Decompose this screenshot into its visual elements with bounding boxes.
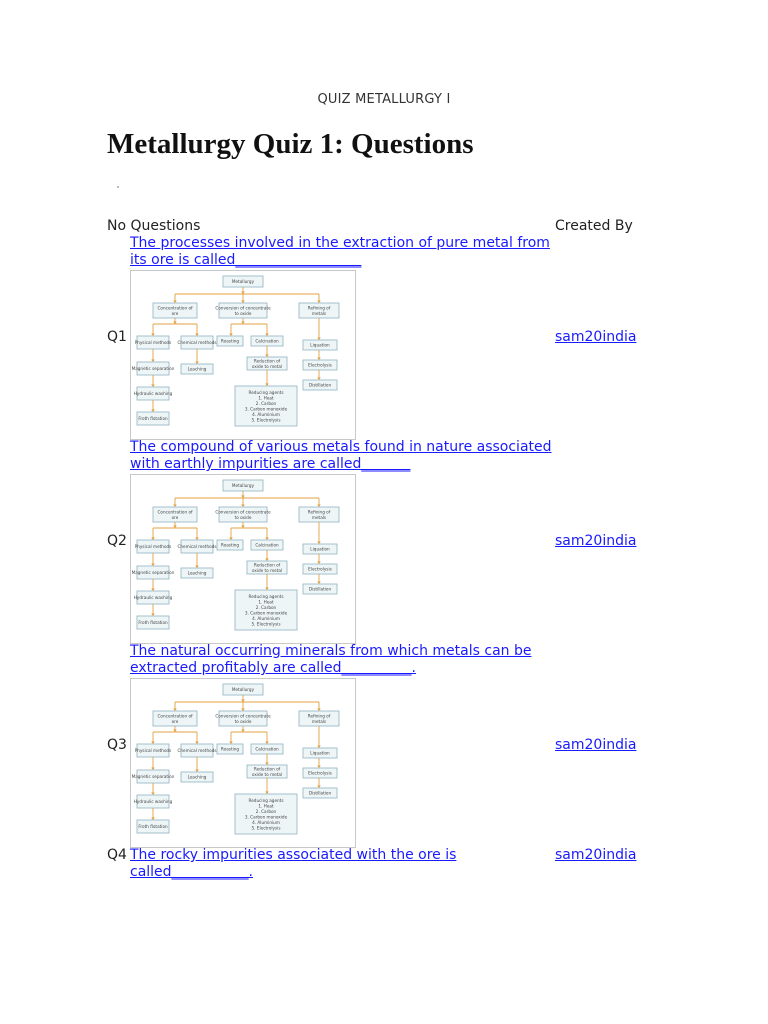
flowchart-label: Liquation — [310, 546, 330, 552]
flowchart-label: Leaching — [187, 774, 207, 780]
question-text-line: The rocky impurities associated with the ore is — [130, 847, 457, 863]
flowchart-node — [217, 336, 243, 346]
flowchart-label: oxide to metal — [251, 567, 283, 573]
flowchart-label: Froth flotation — [138, 620, 168, 626]
flowchart-node — [177, 744, 216, 757]
flowchart-node — [134, 387, 173, 400]
flowchart-root — [223, 480, 263, 491]
flowchart-label: Electrolysis — [308, 770, 332, 776]
flowchart-branch-conversion — [215, 507, 271, 522]
flowchart-label: Reduction of — [253, 562, 281, 568]
flowchart-image-q3 — [130, 678, 356, 848]
question-number-q3: Q3 — [107, 737, 127, 753]
author-link-q1[interactable]: sam20india — [555, 329, 637, 345]
flowchart-label: Refining of — [307, 305, 331, 311]
flowchart-node — [303, 788, 337, 798]
column-header-questions: No Questions — [107, 218, 201, 234]
flowchart-label: 1. Heat — [258, 803, 274, 809]
question-number-q4: Q4 — [107, 847, 127, 863]
flowchart-node — [134, 795, 173, 808]
flowchart-label: Liquation — [310, 342, 330, 348]
flowchart-node — [137, 820, 169, 833]
flowchart-label: Distillation — [308, 586, 332, 592]
flowchart-node — [251, 744, 283, 754]
flowchart-label: Magnetic separation — [131, 570, 175, 576]
flowchart-branch-refining — [299, 711, 339, 726]
flowchart-label: 5. Electrolysis — [251, 825, 281, 831]
flowchart-label: Electrolysis — [308, 566, 332, 572]
flowchart-node — [251, 336, 283, 346]
flowchart-label: Electrolysis — [308, 362, 332, 368]
question-text-line: The compound of various metals found in nature associated — [130, 439, 552, 455]
flowchart-node — [247, 357, 287, 370]
flowchart-label: Concentration of — [157, 509, 193, 515]
flowchart-label: Reducing agents — [248, 797, 284, 803]
document-header: QUIZ METALLURGY I — [317, 92, 451, 107]
question-link-q2[interactable] — [130, 439, 556, 473]
flowchart-branch-refining — [299, 303, 339, 318]
flowchart-label: Hydraulic washing — [133, 799, 173, 805]
flowchart-label: Metallurgy — [231, 483, 255, 489]
flowchart-label: Physical methods — [134, 340, 172, 346]
flowchart-node — [134, 591, 173, 604]
flowchart-label: Calcination — [255, 746, 279, 752]
flowchart-node — [135, 540, 172, 553]
flowchart-node — [137, 616, 169, 629]
flowchart-label: Physical methods — [134, 748, 172, 754]
flowchart-image-q1 — [130, 270, 356, 440]
author-link-q3[interactable]: sam20india — [555, 737, 637, 753]
question-number-q2: Q2 — [107, 533, 127, 549]
flowchart-node — [181, 568, 213, 578]
question-text-line: The processes involved in the extraction of pure metal from — [130, 235, 550, 251]
flowchart-node — [177, 336, 216, 349]
question-text-line: extracted profitably are called__________. — [130, 660, 417, 676]
flowchart-label: Reduction of — [253, 766, 281, 772]
flowchart-label: Roasting — [220, 746, 240, 752]
flowchart-label: Calcination — [255, 338, 279, 344]
flowchart-branch-concentration — [153, 303, 197, 318]
question-link-q1[interactable] — [130, 235, 556, 269]
flowchart-label: 2. Carbon — [255, 808, 277, 814]
flowchart-label: Reduction of — [253, 358, 281, 364]
flowchart-label: Calcination — [255, 542, 279, 548]
flowchart-label: Reducing agents — [248, 389, 284, 395]
flowchart-label: 3. Carbon monoxide — [244, 406, 288, 412]
flowchart-node — [303, 584, 337, 594]
flowchart-branch-refining — [299, 507, 339, 522]
flowchart-label: oxide to metal — [251, 771, 283, 777]
flowchart-node — [132, 770, 175, 783]
flowchart-label: Roasting — [220, 542, 240, 548]
question-link-q3[interactable] — [130, 643, 556, 677]
flowchart-label: Chemical methods — [177, 748, 217, 754]
flowchart-label: Hydraulic washing — [133, 595, 173, 601]
flowchart-node — [217, 540, 243, 550]
flowchart-label: Reducing agents — [248, 593, 284, 599]
flowchart-node — [303, 768, 337, 778]
flowchart-label: 1. Heat — [258, 599, 274, 605]
column-header-created-by: Created By — [555, 218, 633, 234]
question-text-line: The natural occurring minerals from which metals can be — [130, 643, 532, 659]
flowchart-branch-conversion — [215, 303, 271, 318]
flowchart-label: 3. Carbon monoxide — [244, 610, 288, 616]
question-text-line: its ore is called__________________ — [130, 252, 362, 268]
flowchart-node — [217, 744, 243, 754]
flowchart-label: 2. Carbon — [255, 604, 277, 610]
flowchart-label: to oxide — [234, 718, 252, 724]
flowchart-label: 2. Carbon — [255, 400, 277, 406]
flowchart-label: Froth flotation — [138, 824, 168, 830]
flowchart-label: Distillation — [308, 790, 332, 796]
flowchart-svg — [131, 679, 355, 847]
flowchart-label: 3. Carbon monoxide — [244, 814, 288, 820]
flowchart-label: ore — [171, 718, 179, 724]
flowchart-label: Leaching — [187, 366, 207, 372]
flowchart-label: ore — [171, 514, 179, 520]
flowchart-node — [303, 360, 337, 370]
flowchart-label: Metallurgy — [231, 687, 255, 693]
flowchart-node — [137, 412, 169, 425]
flowchart-label: Concentration of — [157, 305, 193, 311]
flowchart-node — [181, 364, 213, 374]
flowchart-node — [303, 748, 337, 758]
question-link-q4[interactable] — [130, 847, 556, 881]
flowchart-svg — [131, 475, 355, 643]
flowchart-node — [135, 336, 172, 349]
flowchart-label: 4. Aluminium — [252, 615, 280, 621]
flowchart-label: Roasting — [220, 338, 240, 344]
flowchart-label: Physical methods — [134, 544, 172, 550]
flowchart-label: Distillation — [308, 382, 332, 388]
flowchart-label: Froth flotation — [138, 416, 168, 422]
flowchart-node — [303, 340, 337, 350]
flowchart-node — [135, 744, 172, 757]
flowchart-label: metals — [311, 514, 327, 520]
author-link-q4[interactable]: sam20india — [555, 847, 637, 863]
question-text-line: called___________. — [130, 864, 254, 880]
flowchart-node — [303, 380, 337, 390]
flowchart-label: Magnetic separation — [131, 774, 175, 780]
flowchart-node — [247, 561, 287, 574]
flowchart-label: Conversion of concentrate — [215, 713, 271, 719]
flowchart-reducing-agents — [235, 794, 297, 834]
flowchart-branch-concentration — [153, 507, 197, 522]
flowchart-label: Refining of — [307, 509, 331, 515]
page-title: Metallurgy Quiz 1: Questions — [107, 128, 474, 160]
flowchart-node — [181, 772, 213, 782]
flowchart-label: Chemical methods — [177, 544, 217, 550]
flowchart-label: Leaching — [187, 570, 207, 576]
flowchart-node — [177, 540, 216, 553]
flowchart-node — [251, 540, 283, 550]
author-link-q2[interactable]: sam20india — [555, 533, 637, 549]
flowchart-root — [223, 684, 263, 695]
flowchart-label: 5. Electrolysis — [251, 621, 281, 627]
flowchart-label: 1. Heat — [258, 395, 274, 401]
flowchart-label: to oxide — [234, 514, 252, 520]
question-text-line: with earthly impurities are called_______ — [130, 456, 411, 472]
flowchart-label: ore — [171, 310, 179, 316]
flowchart-label: metals — [311, 718, 327, 724]
flowchart-image-q2 — [130, 474, 356, 644]
flowchart-branch-concentration — [153, 711, 197, 726]
separator-dot — [117, 186, 119, 188]
flowchart-label: Metallurgy — [231, 279, 255, 285]
flowchart-svg — [131, 271, 355, 439]
flowchart-label: metals — [311, 310, 327, 316]
question-number-q1: Q1 — [107, 329, 127, 345]
flowchart-node — [132, 566, 175, 579]
flowchart-label: Conversion of concentrate — [215, 509, 271, 515]
flowchart-reducing-agents — [235, 386, 297, 426]
flowchart-label: Conversion of concentrate — [215, 305, 271, 311]
flowchart-reducing-agents — [235, 590, 297, 630]
flowchart-label: 4. Aluminium — [252, 819, 280, 825]
flowchart-node — [132, 362, 175, 375]
flowchart-label: Concentration of — [157, 713, 193, 719]
flowchart-label: Refining of — [307, 713, 331, 719]
flowchart-node — [303, 544, 337, 554]
flowchart-label: 5. Electrolysis — [251, 417, 281, 423]
flowchart-root — [223, 276, 263, 287]
flowchart-label: to oxide — [234, 310, 252, 316]
flowchart-label: 4. Aluminium — [252, 411, 280, 417]
flowchart-branch-conversion — [215, 711, 271, 726]
flowchart-label: Hydraulic washing — [133, 391, 173, 397]
flowchart-label: Chemical methods — [177, 340, 217, 346]
flowchart-node — [247, 765, 287, 778]
flowchart-node — [303, 564, 337, 574]
flowchart-label: Liquation — [310, 750, 330, 756]
flowchart-label: oxide to metal — [251, 363, 283, 369]
flowchart-label: Magnetic separation — [131, 366, 175, 372]
